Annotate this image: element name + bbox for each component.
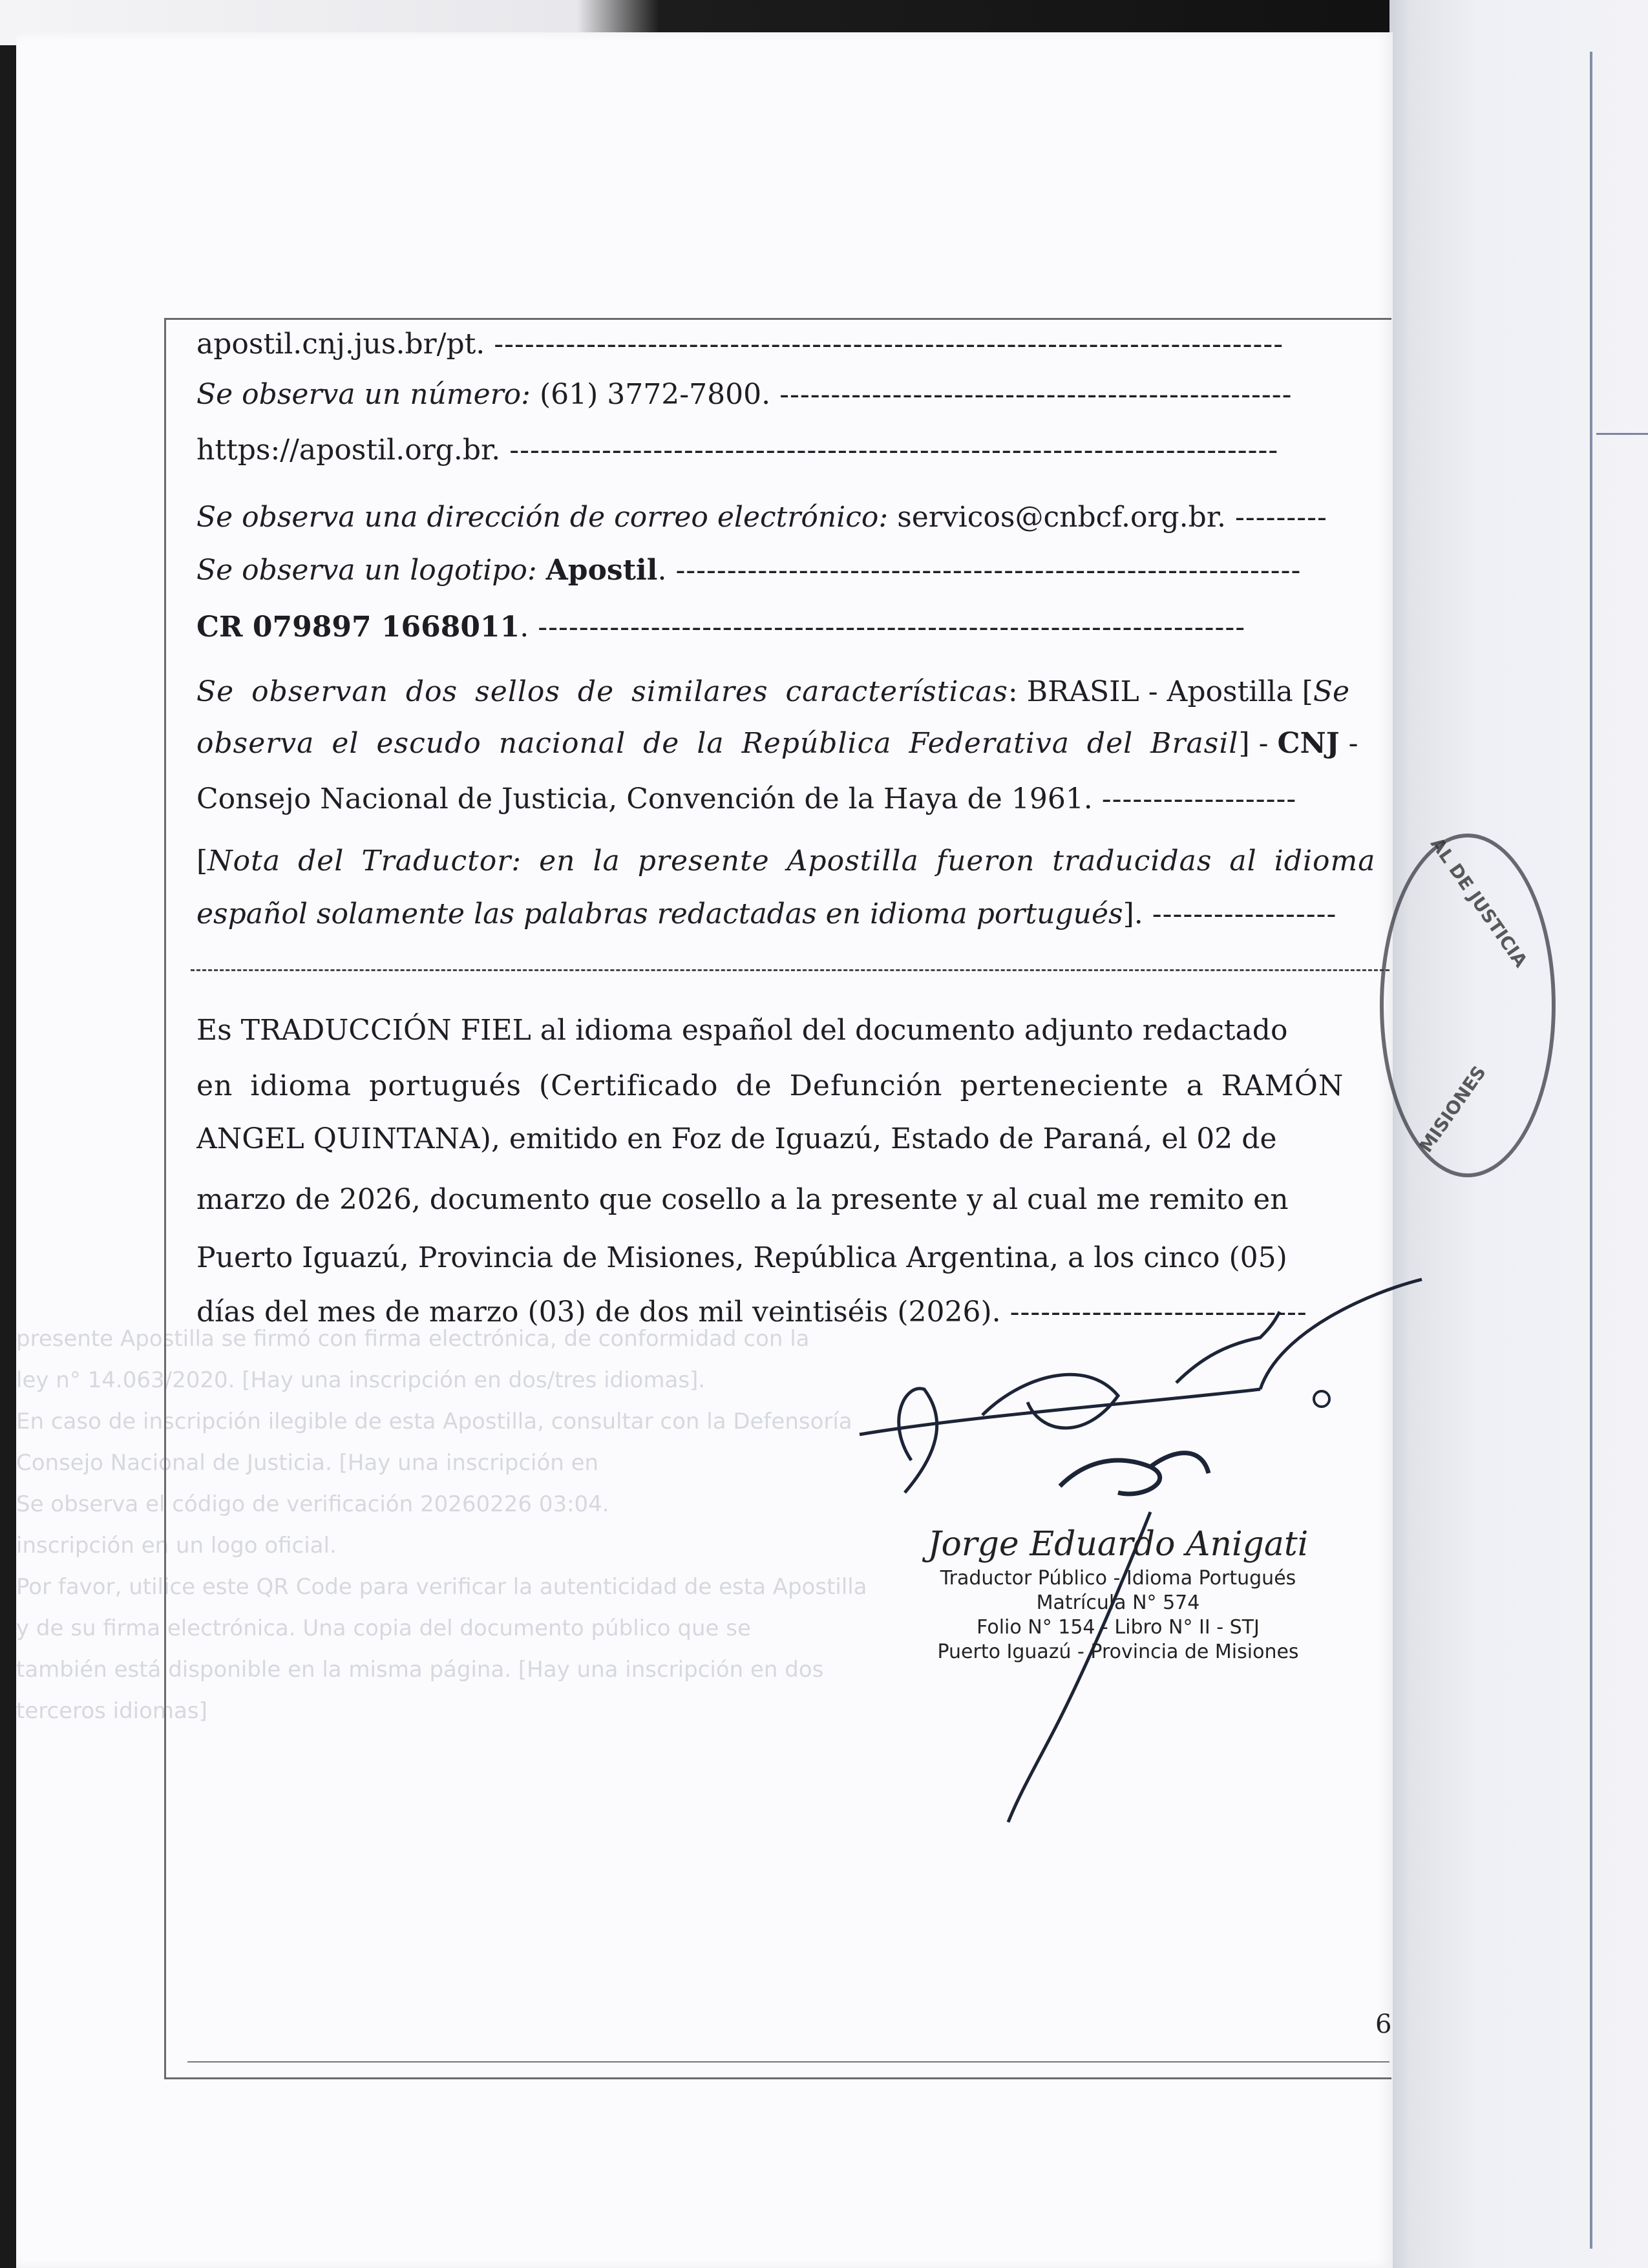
stamp-title: Traductor Público - Idioma Portugués xyxy=(940,1567,1296,1590)
paragraph-line-3: ANGEL QUINTANA), emitido en Foz de Iguazú, Estado de Paraná, el 02 de xyxy=(196,1122,1277,1155)
text-line-5: Se observa un logotipo: Apostil. ------------------------------------------------------------- xyxy=(196,554,1302,587)
bleed-line: En caso de inscripción ilegible de esta Apostilla, consultar con la Defensoría xyxy=(16,1409,852,1434)
stamp-folio: Folio N° 154 - Libro N° II - STJ xyxy=(977,1616,1260,1639)
text-line-8: observa el escudo nacional de la República Federativa del Brasil] - CNJ - xyxy=(196,727,1358,760)
bleed-line: y de su firma electrónica. Una copia del documento público que se xyxy=(16,1615,751,1641)
text-line-2: Se observa un número: (61) 3772-7800. -------------------------------------------------- xyxy=(196,378,1293,411)
bleed-line: terceros idiomas] xyxy=(16,1698,207,1724)
translator-stamp xyxy=(924,1525,1312,1664)
text-line-7: Se observan dos sellos de similares características: BRASIL - Apostilla [Se xyxy=(196,675,1350,708)
stamp-name: Jorge Eduardo Anigati xyxy=(927,1525,1309,1564)
bleed-line: Se observa el código de verificación 20260226 03:04. xyxy=(16,1491,609,1517)
text-line-1: apostil.cnj.jus.br/pt. ----------------------------------------------------------------------------- xyxy=(196,328,1284,361)
paragraph-line-5: Puerto Iguazú, Provincia de Misiones, República Argentina, a los cinco (05) xyxy=(196,1241,1287,1274)
seal-text-top: AL DE JUSTICIA xyxy=(1426,834,1532,971)
text-line-11: español solamente las palabras redactadas en idioma portugués]. ------------------ xyxy=(196,898,1337,930)
bottom-rule xyxy=(187,2061,1389,2063)
text-line-3: https://apostil.org.br. --------------------------------------------------------------------------- xyxy=(196,434,1279,467)
paragraph-line-2: en idioma portugués (Certificado de Defunción perteneciente a RAMÓN xyxy=(196,1069,1344,1102)
bleed-line: ley n° 14.063/2020. [Hay una inscripción en dos/tres idiomas]. xyxy=(16,1367,706,1393)
paragraph-line-6: días del mes de marzo (03) de dos mil veintiséis (2026). ----------------------------- xyxy=(196,1296,1307,1328)
stamp-location: Puerto Iguazú - Provincia de Misiones xyxy=(937,1641,1299,1663)
text-line-10: [Nota del Traductor: en la presente Apostilla fueron traducidas al idioma xyxy=(196,845,1376,877)
stamp-matricula: Matrícula N° 574 xyxy=(1036,1591,1200,1614)
bleed-line: Consejo Nacional de Justicia. [Hay una inscripción en xyxy=(16,1450,599,1476)
page-number: 6 xyxy=(1375,2010,1392,2039)
text-line-9: Consejo Nacional de Justicia, Convención de la Haya de 1961. ------------------- xyxy=(196,782,1297,815)
paragraph-line-4: marzo de 2026, documento que cosello a la presente y al cual me remito en xyxy=(196,1183,1289,1216)
seal-text-bottom: MISIONES xyxy=(1415,1062,1490,1157)
bleed-line: Por favor, utilice este QR Code para verificar la autenticidad de esta Apostilla xyxy=(16,1574,867,1600)
adjacent-page-border xyxy=(1590,52,1592,2249)
bleed-line: presente Apostilla se firmó con firma electrónica, de conformidad con la xyxy=(16,1326,810,1352)
text-line-6: CR 079897 1668011. --------------------------------------------------------------------- xyxy=(196,611,1246,644)
bleed-line: inscripción en un logo oficial. xyxy=(16,1533,337,1559)
text-line-4: Se observa una dirección de correo electrónico: servicos@cnbcf.org.br. --------- xyxy=(196,501,1327,534)
bleed-line: también está disponible en la misma página. [Hay una inscripción en dos xyxy=(16,1657,824,1683)
dashed-separator xyxy=(191,969,1389,972)
paragraph-line-1: Es TRADUCCIÓN FIEL al idioma español del documento adjunto redactado xyxy=(196,1014,1288,1047)
adjacent-page-rule xyxy=(1596,433,1648,435)
